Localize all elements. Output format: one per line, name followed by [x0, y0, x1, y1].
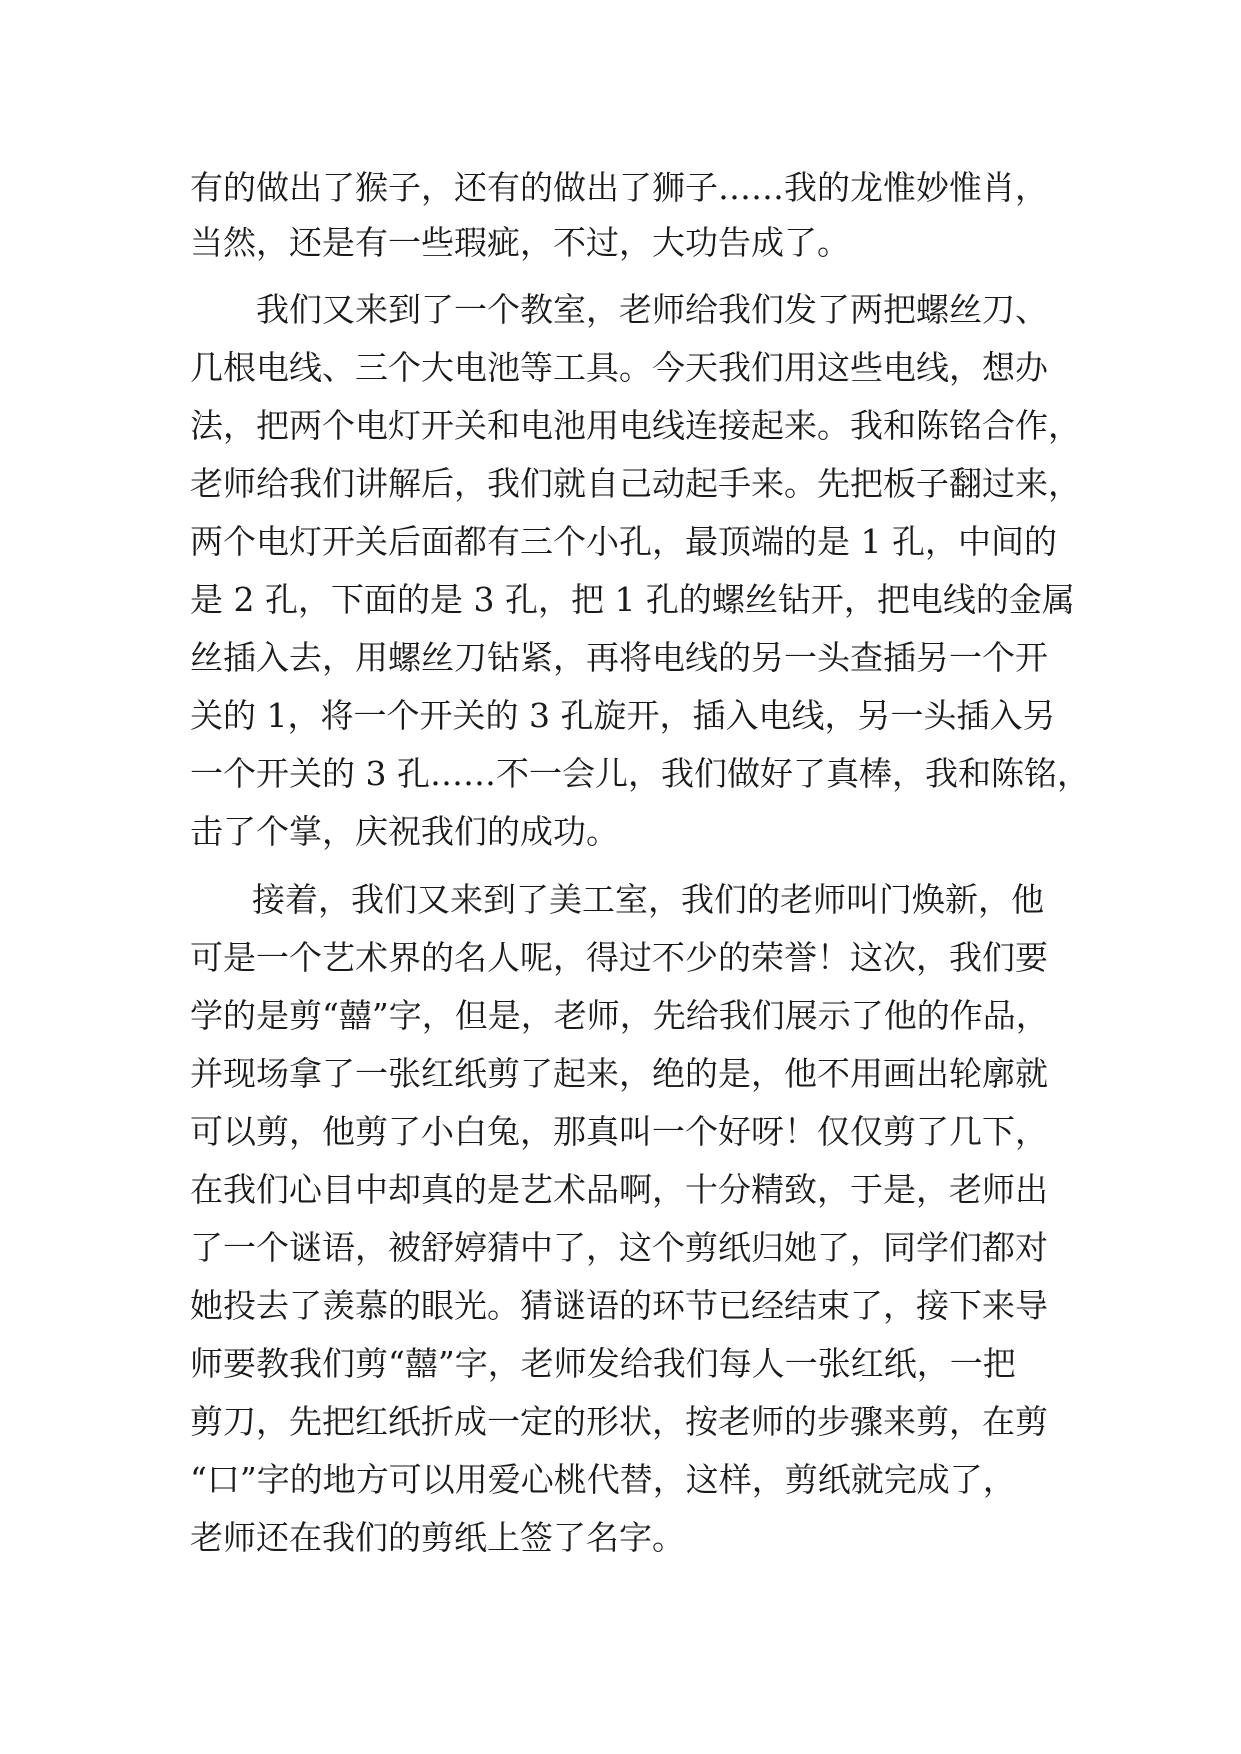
- text-line: “口”字的地方可以用爱心桃代替，这样，剪纸就完成了，: [190, 1460, 1016, 1499]
- text-line: 老师还在我们的剪纸上签了名字。: [190, 1518, 685, 1557]
- text-line: 并现场拿了一张红纸剪了起来，绝的是，他不用画出轮廓就: [190, 1054, 1048, 1093]
- text-line: 学的是剪“囍”字，但是，老师，先给我们展示了他的作品，: [190, 996, 1049, 1035]
- text-line: 可是一个艺术界的名人呢，得过不少的荣誉！这次，我们要: [190, 938, 1048, 977]
- text-line: 一个开关的 3 孔……不一会儿，我们做好了真棒，我和陈铭，: [190, 754, 1090, 793]
- text-line: 击了个掌，庆祝我们的成功。: [190, 812, 619, 851]
- text-line: 可以剪，他剪了小白兔，那真叫一个好呀！仅仅剪了几下，: [190, 1112, 1048, 1151]
- text-line: 两个电灯开关后面都有三个小孔，最顶端的是 1 孔，中间的: [190, 522, 1057, 561]
- text-line: 是 2 孔，下面的是 3 孔，把 1 孔的螺丝钻开，把电线的金属: [190, 580, 1075, 619]
- text-line: 丝插入去，用螺丝刀钻紧，再将电线的另一头查插另一个开: [190, 638, 1048, 677]
- paragraph-start-line: 接着，我们又来到了美工室，我们的老师叫门焕新，他: [252, 880, 1044, 919]
- text-line: 剪刀，先把红纸折成一定的形状，按老师的步骤来剪，在剪: [190, 1402, 1048, 1441]
- text-line: 在我们心目中却真的是艺术品啊，十分精致，于是，老师出: [190, 1170, 1048, 1209]
- text-line: 师要教我们剪“囍”字，老师发给我们每人一张红纸，一把: [190, 1344, 1016, 1383]
- text-line: 有的做出了猴子，还有的做出了狮子……我的龙惟妙惟肖，: [190, 168, 1048, 207]
- text-line: 老师给我们讲解后，我们就自己动起手来。先把板子翻过来，: [190, 464, 1081, 503]
- text-line: 关的 1，将一个开关的 3 孔旋开，插入电线，另一头插入另: [190, 696, 1056, 735]
- paragraph-start-line: 我们又来到了一个教室，老师给我们发了两把螺丝刀、: [256, 290, 1048, 329]
- text-line: 了一个谜语，被舒婷猜中了，这个剪纸归她了，同学们都对: [190, 1228, 1048, 1267]
- text-line: 法，把两个电灯开关和电池用电线连接起来。我和陈铭合作，: [190, 406, 1081, 445]
- text-line: 几根电线、三个大电池等工具。今天我们用这些电线，想办: [190, 348, 1048, 387]
- text-line: 当然，还是有一些瑕疵，不过，大功告成了。: [190, 223, 850, 262]
- text-line: 她投去了羡慕的眼光。猜谜语的环节已经结束了，接下来导: [190, 1286, 1048, 1325]
